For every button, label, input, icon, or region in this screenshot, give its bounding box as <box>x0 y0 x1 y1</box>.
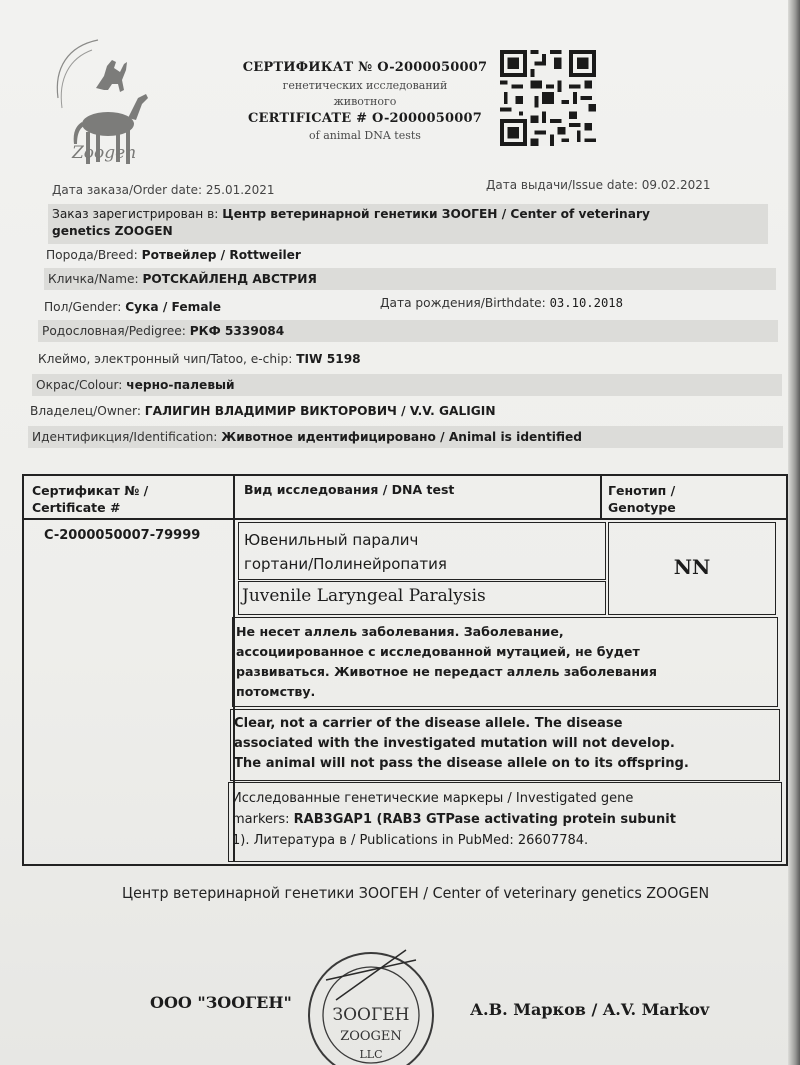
certificate-title-en: CERTIFICATE # O-2000050007 <box>248 111 482 126</box>
registered-value-line2: genetics ZOOGEN <box>52 224 173 238</box>
issue-date-value: 09.02.2021 <box>641 178 711 192</box>
certificate-number: C-2000050007-79999 <box>44 528 201 543</box>
table-col-divider-2 <box>600 474 602 520</box>
certificate-title-ru: СЕРТИФИКАТ № O-2000050007 <box>242 60 488 75</box>
result-ru-line3: развиваться. Животное не передаст аллель заболевания <box>236 664 657 679</box>
test-name-ru <box>244 528 447 576</box>
company-stamp <box>296 940 446 1065</box>
markers-line1: Исследованные генетические маркеры / Investigated gene <box>232 791 634 806</box>
owner-field <box>30 400 780 422</box>
result-ru-line4: потомству. <box>236 684 316 699</box>
pedigree-value: РКФ 5339084 <box>189 324 285 338</box>
qr-code <box>500 50 596 146</box>
stamp-text-llc: LLC <box>359 1048 383 1061</box>
issue-date <box>486 178 711 192</box>
markers-gene: RAB3GAP1 (RAB3 GTPase activating protein subunit <box>293 812 676 827</box>
order-date-label: Дата заказа/Order date: <box>52 183 203 197</box>
name-label: Кличка/Name: <box>48 272 139 286</box>
footer-center-name: Центр ветеринарной генетики ЗООГЕН / Center of veterinary genetics ZOOGEN <box>122 884 710 902</box>
issue-date-label: Дата выдачи/Issue date: <box>486 178 638 192</box>
registered-label: Заказ зарегистрирован в: <box>52 207 219 221</box>
identification-field <box>28 426 783 448</box>
gender-label: Пол/Gender: <box>44 300 122 314</box>
stamp-text-ru: ЗООГЕН <box>332 1005 410 1025</box>
header-dna-test: Вид исследования / DNA test <box>244 482 455 497</box>
result-en-line2: associated with the investigated mutation will not develop. <box>234 736 675 751</box>
test-name-en: Juvenile Laryngeal Paralysis <box>242 586 486 606</box>
identification-label: Идентификция/Identification: <box>32 430 218 444</box>
colour-label: Окрас/Colour: <box>36 378 123 392</box>
header-certificate-en: Certificate # <box>32 500 121 515</box>
breed-field <box>46 244 766 266</box>
chip-value: TIW 5198 <box>296 352 361 366</box>
result-en-line3: The animal will not pass the disease allele on to its offspring. <box>234 756 689 771</box>
stamp-text-en: ZOOGEN <box>340 1029 402 1044</box>
header-certificate-ru: Сертификат № / <box>32 483 149 498</box>
markers-line2 <box>232 809 676 830</box>
header-genotype-en: Genotype <box>608 500 676 515</box>
logo-caption: Zoogen <box>72 143 137 163</box>
owner-label: Владелец/Owner: <box>30 404 141 418</box>
colour-field <box>32 374 782 396</box>
registered-value-line1: Центр ветеринарной генетики ЗООГЕН / Center of veterinary <box>222 207 650 221</box>
birthdate-label: Дата рождения/Birthdate: <box>380 296 546 310</box>
certificate-subtitle-ru-2: животного <box>333 95 397 108</box>
table-header-divider <box>22 518 786 520</box>
owner-value: ГАЛИГИН ВЛАДИМИР ВИКТОРОВИЧ / V.V. GALIGIN <box>144 404 496 418</box>
test-name-ru-line2: гортани/Полинейропатия <box>244 555 447 573</box>
gender-value: Сука / Female <box>125 300 221 314</box>
certificate-subtitle-en: of animal DNA tests <box>309 129 421 142</box>
breed-value: Ротвейлер / Rottweiler <box>141 248 301 262</box>
page-edge <box>788 0 800 1065</box>
header-genotype-ru: Генотип / <box>608 483 676 498</box>
markers-prefix: markers: <box>232 812 294 827</box>
registered-field <box>48 204 768 244</box>
order-date-value: 25.01.2021 <box>205 183 275 197</box>
colour-value: черно-палевый <box>126 378 235 392</box>
certificate-subtitle-ru-1: генетических исследований <box>282 79 448 92</box>
org-name: ООО "ЗООГЕН" <box>150 993 292 1012</box>
birthdate-field <box>380 292 623 314</box>
breed-label: Порода/Breed: <box>46 248 138 262</box>
result-ru-line1: Не несет аллель заболевания. Заболевание, <box>236 624 564 639</box>
result-en-line1: Clear, not a carrier of the disease allele. The disease <box>234 716 623 731</box>
result-en <box>234 714 689 774</box>
markers-line3: 1). Литература в / Publications in PubMed: 26607784. <box>232 833 589 848</box>
result-ru <box>236 622 657 702</box>
pedigree-label: Родословная/Pedigree: <box>42 324 186 338</box>
birthdate-value: 03.10.2018 <box>549 296 623 310</box>
identification-value: Животное идентифицировано / Animal is identified <box>221 430 583 444</box>
signer-name: А.В. Марков / A.V. Markov <box>470 1000 710 1019</box>
order-date <box>52 183 275 197</box>
chip-label: Клеймо, электронный чип/Tatoo, e-chip: <box>38 352 293 366</box>
name-value: РОТСКАЙЛЕНД АВСТРИЯ <box>142 272 317 286</box>
test-name-ru-line1: Ювенильный паралич <box>244 531 419 549</box>
markers-text <box>232 788 676 851</box>
name-field <box>44 268 776 290</box>
genotype-value: NN <box>673 555 711 579</box>
pedigree-field <box>38 320 778 342</box>
result-ru-line2: ассоциированное с исследованной мутацией, не будет <box>236 644 640 659</box>
header-certificate <box>32 482 148 516</box>
header-genotype <box>608 482 676 516</box>
chip-field <box>38 348 778 370</box>
